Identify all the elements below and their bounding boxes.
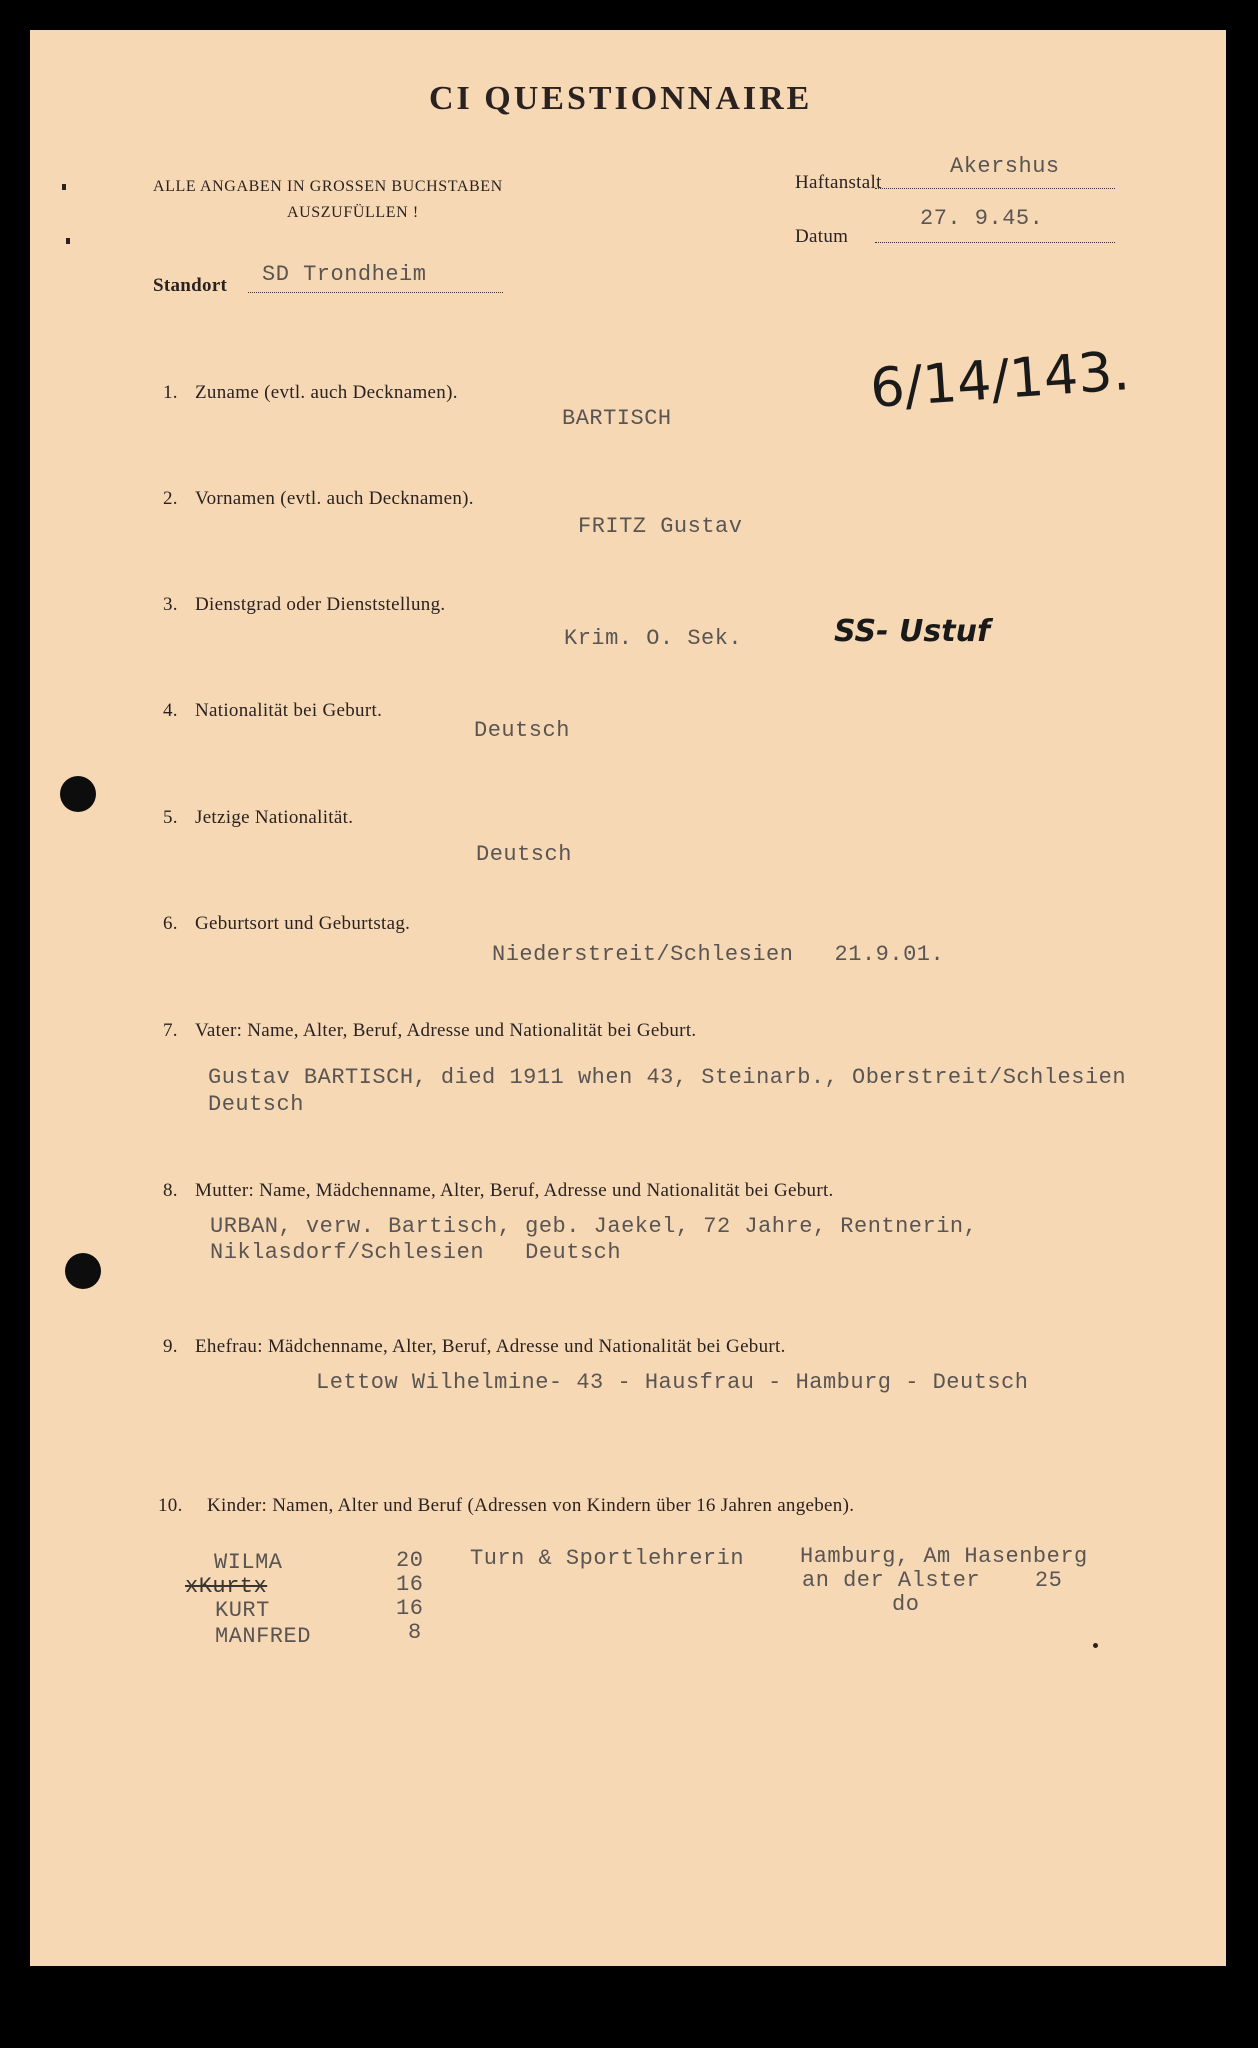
haftanstalt-value: Akershus xyxy=(950,154,1060,179)
child-4-name: MANFRED xyxy=(215,1624,311,1649)
page-title: CI QUESTIONNAIRE xyxy=(429,80,813,117)
question-3-number: 3. xyxy=(163,594,178,615)
question-8-label: Mutter: Name, Mädchenname, Alter, Beruf, Adresse und Nationalität bei Geburt. xyxy=(195,1180,834,1201)
question-10-label: Kinder: Namen, Alter und Beruf (Adressen von Kindern über 16 Jahren angeben). xyxy=(207,1495,855,1516)
question-2-answer: FRITZ Gustav xyxy=(578,514,743,539)
question-8-answer-line-2: Niklasdorf/Schlesien Deutsch xyxy=(210,1240,622,1265)
question-3-label: Dienstgrad oder Dienststellung. xyxy=(195,594,446,615)
standort-value: SD Trondheim xyxy=(262,262,427,287)
child-1-occupation: Turn & Sportlehrerin xyxy=(470,1546,745,1571)
questionnaire-page xyxy=(30,30,1226,1966)
question-2-label: Vornamen (evtl. auch Decknamen). xyxy=(195,488,474,509)
question-6-answer: Niederstreit/Schlesien 21.9.01. xyxy=(492,942,945,967)
question-1-label: Zuname (evtl. auch Decknamen). xyxy=(195,382,458,403)
question-2-number: 2. xyxy=(163,488,178,509)
datum-line xyxy=(875,242,1115,243)
punch-hole xyxy=(60,776,96,812)
standort-label: Standort xyxy=(153,275,228,296)
question-4-label: Nationalität bei Geburt. xyxy=(195,700,383,721)
standort-line xyxy=(248,292,503,293)
question-3-answer: Krim. O. Sek. xyxy=(564,626,743,651)
question-7-answer-line-1: Gustav BARTISCH, died 1911 when 43, Steinarb., Oberstreit/Schlesien xyxy=(208,1065,1127,1090)
question-1-number: 1. xyxy=(163,382,178,403)
question-6-label: Geburtsort und Geburtstag. xyxy=(195,913,411,934)
question-5-number: 5. xyxy=(163,807,178,828)
haftanstalt-label: Haftanstalt xyxy=(795,172,882,193)
question-5-label: Jetzige Nationalität. xyxy=(195,807,354,828)
handwritten-file-number: 6/14/143. xyxy=(868,339,1132,420)
child-2-age: 16 xyxy=(396,1572,424,1597)
instruction-line-1: ALLE ANGABEN IN GROSSEN BUCHSTABEN xyxy=(153,178,503,195)
question-9-label: Ehefrau: Mädchenname, Alter, Beruf, Adresse und Nationalität bei Geburt. xyxy=(195,1336,786,1357)
child-1-name: WILMA xyxy=(214,1550,283,1575)
child-3-address: do xyxy=(892,1592,920,1617)
question-6-number: 6. xyxy=(163,913,178,934)
question-5-answer: Deutsch xyxy=(476,842,572,867)
child-4-age: 8 xyxy=(408,1620,422,1645)
question-4-number: 4. xyxy=(163,700,178,721)
instruction-line-2: AUSZUFÜLLEN ! xyxy=(287,204,419,221)
question-9-number: 9. xyxy=(163,1336,178,1357)
child-2-name-struck: xKurtx xyxy=(185,1574,268,1599)
left-margin-mark xyxy=(66,238,70,244)
question-1-answer: BARTISCH xyxy=(562,406,672,431)
child-1-age: 20 xyxy=(396,1548,424,1573)
child-1-address: Hamburg, Am Hasenberg xyxy=(800,1544,1088,1569)
question-7-answer-line-2: Deutsch xyxy=(208,1092,304,1117)
child-2-address: an der Alster 25 xyxy=(802,1568,1063,1593)
left-margin-mark xyxy=(62,184,66,190)
question-7-label: Vater: Name, Alter, Beruf, Adresse und Nationalität bei Geburt. xyxy=(195,1020,697,1041)
question-7-number: 7. xyxy=(163,1020,178,1041)
haftanstalt-line xyxy=(875,188,1115,189)
question-9-answer: Lettow Wilhelmine- 43 - Hausfrau - Hamburg - Deutsch xyxy=(316,1370,1029,1395)
question-10-number: 10. xyxy=(158,1495,183,1516)
question-4-answer: Deutsch xyxy=(474,718,570,743)
question-3-handwritten-rank: SS- Ustuf xyxy=(834,614,991,649)
question-8-number: 8. xyxy=(163,1180,178,1201)
datum-label: Datum xyxy=(795,226,849,247)
punch-hole xyxy=(65,1253,101,1289)
datum-value: 27. 9.45. xyxy=(920,206,1044,231)
child-3-age: 16 xyxy=(396,1596,424,1621)
question-8-answer-line-1: URBAN, verw. Bartisch, geb. Jaekel, 72 Jahre, Rentnerin, xyxy=(210,1214,978,1239)
ink-dot xyxy=(1093,1643,1098,1648)
child-3-name: KURT xyxy=(215,1598,270,1623)
